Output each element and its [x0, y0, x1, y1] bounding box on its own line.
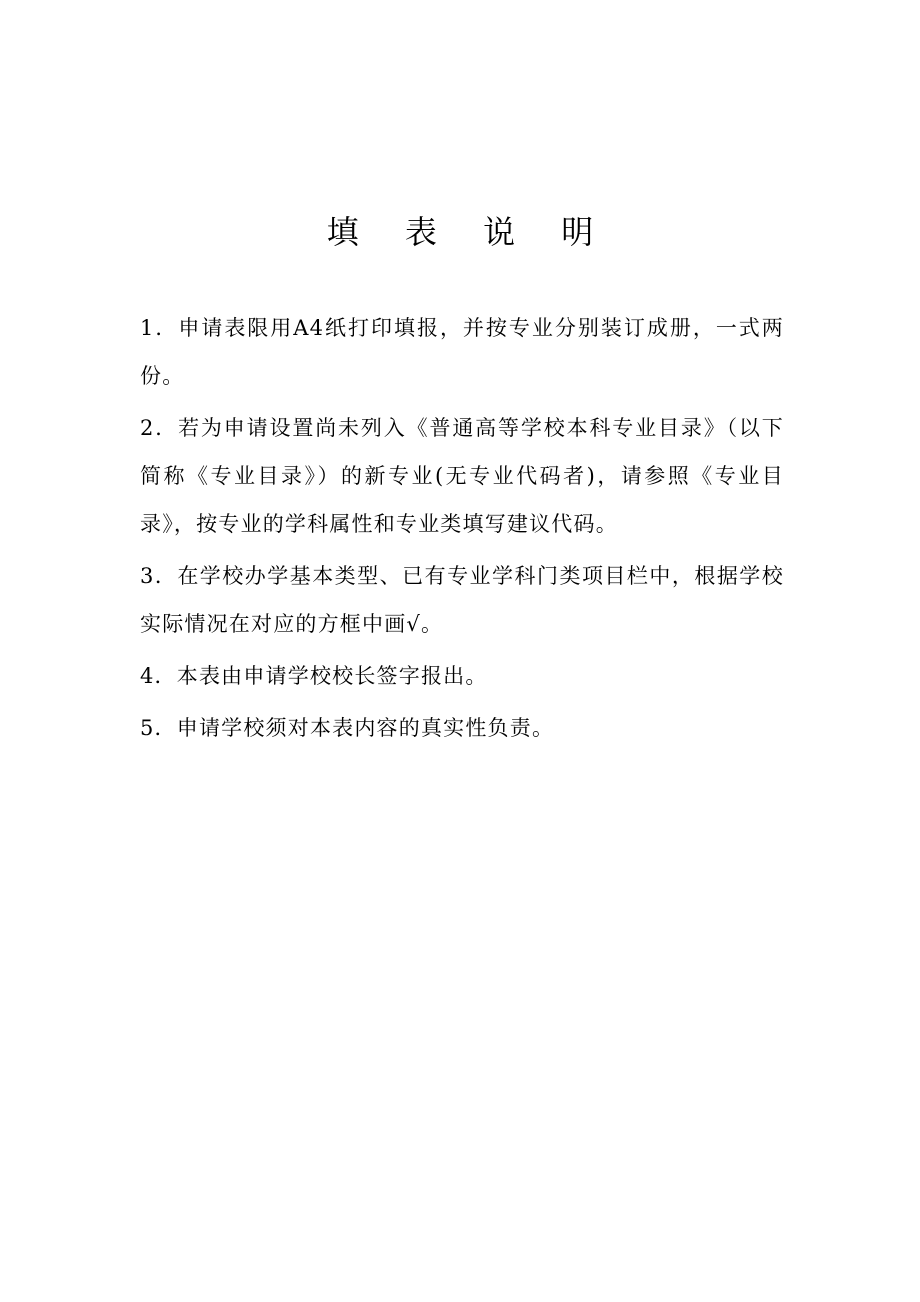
instruction-item-5: 5．申请学校须对本表内容的真实性负责。	[140, 716, 555, 740]
instruction-item-4: 4．本表由申请学校校长签字报出。	[140, 664, 488, 688]
instruction-list	[140, 304, 784, 756]
instruction-item-2: 2．若为申请设置尚未列入《普通高等学校本科专业目录》（以下简称《专业目录》）的新专业(无专业代码者)，请参照《专业目录》，按专业的学科属性和专业类填写建议代码。	[140, 416, 784, 536]
document-title: 填 表 说 明	[326, 213, 612, 251]
instruction-item-1: 1．申请表限用A4纸打印填报，并按专业分别装订成册，一式两份。	[140, 316, 784, 388]
instruction-item-3: 3．在学校办学基本类型、已有专业学科门类项目栏中，根据学校实际情况在对应的方框中画√。	[140, 564, 784, 636]
